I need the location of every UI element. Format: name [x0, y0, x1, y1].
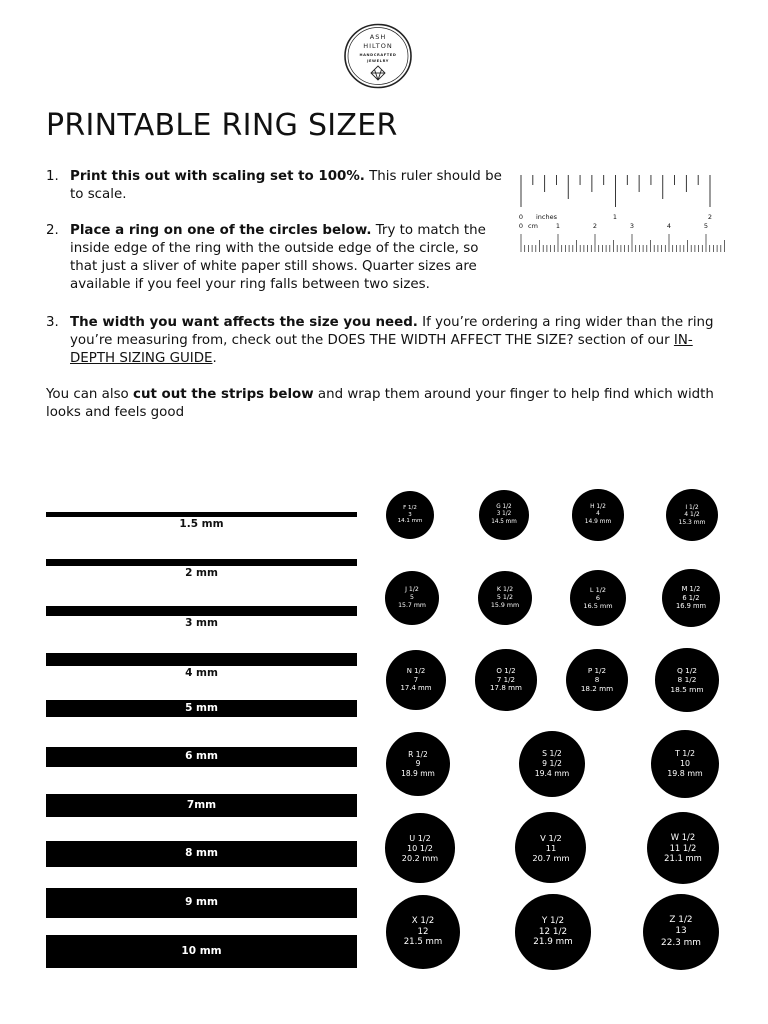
ring-size-circle [386, 732, 451, 797]
width-strip-label: 5 mm [185, 702, 218, 714]
ruler-inch-number: 1 [612, 213, 618, 221]
ring-size-circle [666, 489, 718, 541]
ring-size-uk: U 1/2 [409, 832, 431, 843]
step-body: If you’re ordering a ring wider than the ring you’re measuring from, check out the DOES THE WIDTH AFFECT THE SIZE? section of our [70, 315, 714, 348]
ring-size-circle [570, 570, 627, 627]
ring-size-us: 7 [413, 675, 419, 684]
ring-size-us: 12 [417, 926, 429, 937]
ring-size-circle [643, 894, 719, 970]
ring-size-us: 4 1/2 [684, 511, 700, 519]
ruler-cm-number: 3 [629, 222, 635, 230]
scale-ruler [516, 170, 726, 260]
step-end: . [212, 351, 217, 366]
para-bold: cut out the strips below [133, 387, 314, 402]
width-strip [46, 653, 357, 666]
step-body: Try to match the inside edge of the ring with the outside edge of the circle, so that just a sliver of white paper still shows. Quarter sizes are available if you feel your ring falls between two sizes. [70, 223, 486, 292]
svg-text:HILTON: HILTON [363, 42, 393, 50]
ring-size-us: 5 [410, 594, 414, 602]
svg-text:JEWELRY: JEWELRY [367, 59, 389, 63]
ring-size-mm: 14.9 mm [584, 518, 612, 525]
width-strip-label: 9 mm [185, 896, 218, 908]
svg-text:ASH: ASH [369, 33, 387, 41]
ring-size-circle [475, 649, 536, 710]
ring-size-us: 8 1/2 [677, 675, 697, 685]
ring-size-uk: P 1/2 [587, 666, 607, 676]
page-title: PRINTABLE RING SIZER [46, 108, 398, 143]
ring-size-mm: 18.9 mm [401, 768, 435, 778]
ruler-cm-number: 1 [555, 222, 561, 230]
ring-size-uk: L 1/2 [589, 585, 607, 594]
ring-size-uk: H 1/2 [590, 504, 606, 511]
ring-size-circle [519, 731, 586, 798]
ring-size-mm: 20.2 mm [401, 853, 439, 864]
ring-size-circle [385, 813, 454, 882]
ring-size-mm: 16.5 mm [583, 602, 613, 611]
ring-size-mm: 18.5 mm [670, 684, 704, 694]
ring-size-circle [385, 571, 439, 625]
ring-size-uk: M 1/2 [681, 585, 701, 594]
ring-size-mm: 18.2 mm [580, 684, 614, 694]
ring-size-us: 9 1/2 [542, 759, 562, 769]
ring-size-uk: N 1/2 [406, 667, 426, 676]
ring-size-mm: 21.1 mm [664, 853, 702, 864]
ring-size-us: 10 [679, 759, 690, 769]
ruler-cm-number: 2 [592, 222, 598, 230]
ring-size-uk: O 1/2 [496, 665, 516, 675]
ring-size-uk: I 1/2 [685, 503, 699, 511]
ring-size-us: 3 [408, 511, 412, 518]
ring-size-uk: T 1/2 [674, 749, 695, 759]
ring-size-us: 12 1/2 [538, 926, 568, 937]
ring-size-mm: 21.9 mm [533, 937, 573, 948]
ring-size-us: 6 1/2 [682, 593, 700, 602]
ring-size-uk: W 1/2 [670, 832, 696, 843]
ring-size-us: 3 1/2 [496, 511, 512, 518]
ring-size-mm: 17.8 mm [490, 683, 522, 693]
ring-size-us: 5 1/2 [496, 594, 514, 602]
ring-size-mm: 14.5 mm [491, 518, 517, 525]
ring-size-circle [662, 569, 720, 627]
ring-size-circle [386, 895, 460, 969]
ring-size-uk: Y 1/2 [541, 915, 565, 926]
width-strip-label: 8 mm [185, 847, 218, 859]
step-body: This ruler should be to scale. [70, 169, 502, 202]
ring-size-mm: 16.9 mm [675, 602, 707, 611]
ring-size-us: 10 1/2 [407, 842, 433, 853]
ring-size-circle [386, 491, 434, 539]
sizing-guide-link[interactable]: IN-DEPTH SIZING GUIDE [70, 333, 693, 366]
ring-size-mm: 22.3 mm [661, 937, 701, 948]
step-heading: The width you want affects the size you need. [70, 315, 418, 330]
ring-size-us: 11 1/2 [669, 842, 697, 853]
width-strip-label: 3 mm [185, 617, 218, 629]
width-strip-label: 2 mm [185, 567, 218, 579]
ring-size-mm: 21.5 mm [403, 937, 443, 948]
para-post: and wrap them around your finger to help find which width looks and feels good [46, 387, 714, 420]
ring-size-us: 6 [595, 593, 601, 602]
ring-size-circle [478, 571, 533, 626]
ring-size-us: 13 [675, 926, 687, 937]
ring-size-uk: Q 1/2 [676, 666, 698, 676]
ring-size-circle [647, 812, 719, 884]
ruler-cm-number: 4 [666, 222, 672, 230]
ring-size-uk: G 1/2 [496, 504, 512, 511]
para-pre: You can also [46, 387, 133, 402]
ring-size-circle [655, 648, 718, 711]
ring-size-mm: 14.1 mm [397, 518, 423, 525]
ring-size-us: 4 [596, 511, 600, 518]
ring-size-uk: F 1/2 [403, 504, 417, 511]
ruler-cm-number: 0 [518, 222, 524, 230]
ruler-inch-number: 0 [518, 213, 524, 221]
ring-size-uk: J 1/2 [405, 586, 419, 594]
svg-text:HANDCRAFTED: HANDCRAFTED [359, 53, 397, 57]
width-strip [46, 606, 357, 616]
ring-size-uk: K 1/2 [496, 586, 514, 594]
step-number: 3. [46, 315, 59, 330]
ring-size-mm: 15.7 mm [398, 601, 426, 609]
ring-size-us: 8 [594, 675, 600, 685]
ruler-inch-number: 2 [707, 213, 713, 221]
width-strip-label: 6 mm [185, 750, 218, 762]
ring-size-us: 9 [415, 759, 421, 769]
step-number: 1. [46, 169, 59, 184]
step-number: 2. [46, 223, 59, 238]
step-heading: Print this out with scaling set to 100%. [70, 169, 365, 184]
width-strip-label: 7mm [186, 799, 217, 811]
ring-size-circle [566, 649, 628, 711]
ring-size-circle [479, 490, 529, 540]
width-strip-label: 10 mm [181, 945, 222, 957]
width-strip-label: 4 mm [185, 667, 218, 679]
ring-size-us: 7 1/2 [496, 674, 516, 684]
ring-size-circle [572, 489, 623, 540]
ring-size-circle [515, 812, 586, 883]
ring-size-uk: X 1/2 [411, 915, 435, 926]
ring-size-uk: Z 1/2 [669, 915, 693, 926]
ring-size-mm: 19.8 mm [667, 768, 703, 778]
width-strips [46, 0, 358, 1024]
ring-size-mm: 20.7 mm [532, 853, 570, 864]
ring-size-mm: 19.4 mm [534, 768, 570, 778]
ring-size-mm: 15.3 mm [678, 518, 706, 526]
ruler-cm-label: cm [528, 222, 538, 230]
ring-size-circle [386, 650, 446, 710]
width-strip [46, 512, 357, 517]
ring-size-circle [651, 730, 719, 798]
ruler-cm-number: 5 [703, 222, 709, 230]
width-strip [46, 559, 357, 566]
ring-size-mm: 17.4 mm [400, 684, 432, 693]
ring-size-uk: V 1/2 [540, 832, 562, 843]
ring-size-circle [515, 894, 590, 969]
ruler-inch-label: inches [536, 213, 558, 221]
ring-size-uk: R 1/2 [408, 749, 428, 759]
ring-size-us: 11 [545, 842, 557, 853]
ring-size-uk: S 1/2 [542, 749, 562, 759]
width-strip-label: 1.5 mm [179, 518, 224, 530]
ring-size-mm: 15.9 mm [490, 601, 520, 609]
step-heading: Place a ring on one of the circles below. [70, 223, 372, 238]
